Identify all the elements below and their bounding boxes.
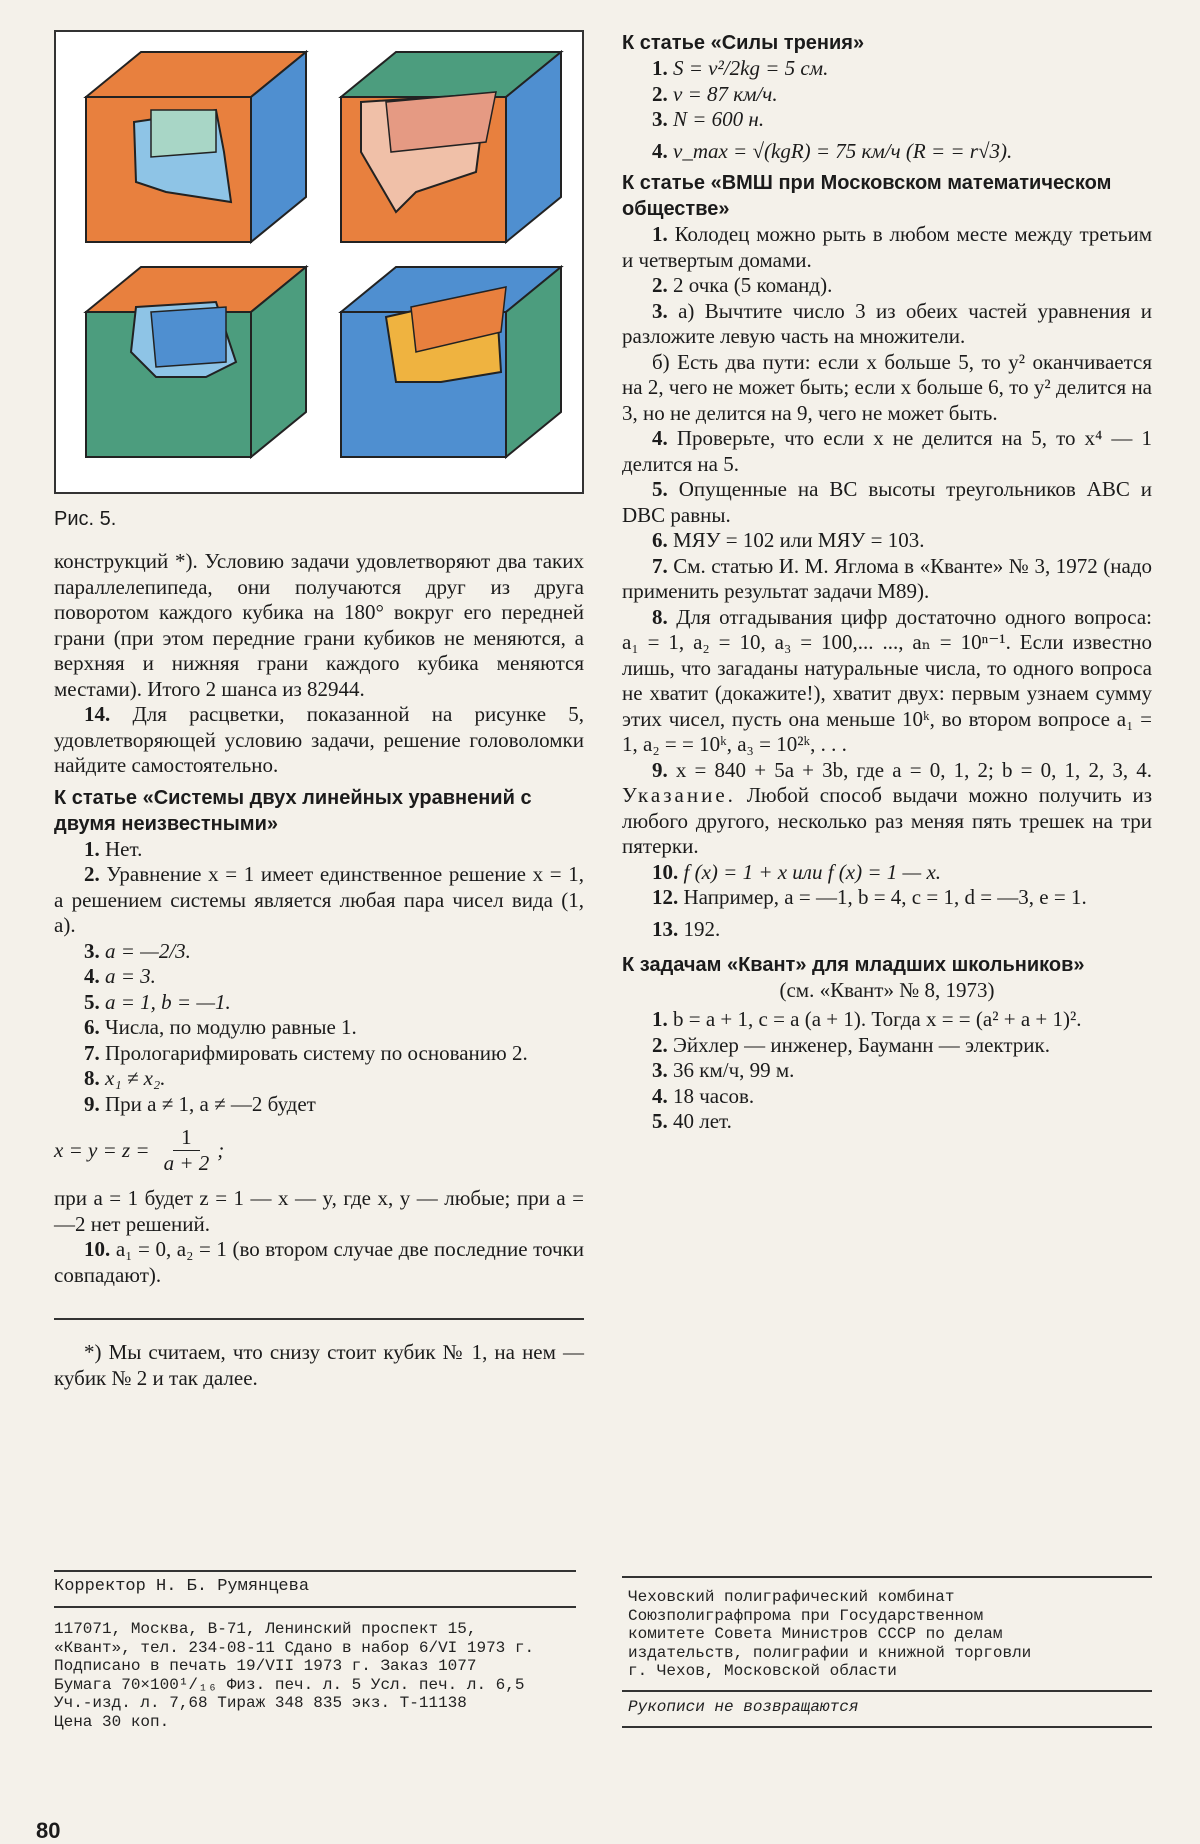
printer-info: Чеховский полиграфический комбинат Союзполиграфпрома при Государственном комитете Совета Министров СССР по делам издательств, полиграфии и книжной торговли г. Чехов, Московской области — [628, 1588, 1032, 1680]
cube-green-blue — [341, 52, 561, 242]
answer-8: 8. x₁ ≠ x₂. — [84, 1066, 166, 1090]
equation-lhs: x = y = z = — [54, 1138, 150, 1162]
fraction-denominator: a + 2 — [163, 1151, 210, 1175]
footnote-rule — [54, 1318, 584, 1320]
manuscripts-note: Рукописи не возвращаются — [628, 1698, 859, 1716]
paragraph: конструкций *). Условию задачи удовлетворяют два таких параллелепипеда, они получаются друг из друга поворотом каждого кубика на 180° вокруг его передней грани (при этом передние грани кубиков не меняются, а верхняя и нижняя грани каждого кубика меняются местами). Итого 2 шанса из 82944. — [54, 549, 584, 701]
answer-10: 10. a₁ = 0, a₂ = 1 (во втором случае две последние точки совпадают). — [54, 1237, 585, 1287]
answer-6: 6. Числа, по модулю равные 1. — [84, 1015, 357, 1039]
figure-caption: Рис. 5. — [54, 508, 117, 530]
cube-blue-yellow — [341, 267, 561, 457]
answer-14 — [54, 702, 584, 779]
page-number: 80 — [36, 1818, 61, 1843]
vmsh-7: 7. См. статью И. М. Яглома в «Кванте» № 3, 1972 (надо применить результат задачи М89). — [622, 553, 1152, 603]
answer-1: 1. Нет. — [84, 836, 143, 861]
vmsh-9: 9. x = 840 + 5a + 3b, где a = 0, 1, 2; b = 0, 1, 2, 3, 4. Указание. Любой способ выдачи можно получить из любого другого, несколько раз меняя пять трешек на три пятерки. — [622, 757, 1153, 858]
answer-5: 5. a = 1, b = —1. — [84, 989, 231, 1014]
friction-1: 1. S = v²/2kg = 5 см. — [652, 56, 829, 80]
cube-green-orange — [86, 267, 306, 457]
imprint-rule-mid-left — [54, 1606, 576, 1608]
section-heading-systems: К статье «Системы двух линейных уравнений с двумя неизвестными» — [54, 786, 532, 835]
vmsh-1: 1. Колодец можно рыть в любом месте между третьим и четвертым домами. — [622, 222, 1152, 272]
answer-9-cont: при a = 1 будет z = 1 — x — y, где x, y — любые; при a = —2 нет решений. — [54, 1186, 584, 1236]
section-heading-vmsh: К статье «ВМШ при Московском математическом обществе» — [622, 172, 1112, 220]
equation: x = y = z = $\frac{1}{a + 2}$ ; — [54, 1125, 225, 1175]
vmsh-3a: 3. а) Вычтите число 3 из обеих частей уравнения и разложите левую часть на множители. — [622, 298, 1153, 348]
friction-3: 3. N = 600 н. — [652, 107, 765, 131]
cubes-illustration — [56, 32, 582, 492]
answer-4: 4. a = 3. — [84, 964, 156, 988]
vmsh-13: 13. 192. — [652, 916, 721, 941]
answer-2: 2. Уравнение x = 1 имеет единственное решение x = 1, а решением системы является любая пара чисел вида (1, a). — [54, 862, 584, 937]
kvant-3: 3. 36 км/ч, 99 м. — [652, 1058, 795, 1082]
vmsh-4: 4. Проверьте, что если x не делится на 5, то x⁴ — 1 делится на 5. — [622, 426, 1153, 476]
answer-9: 9. При a ≠ 1, a ≠ —2 будет — [84, 1091, 316, 1116]
section-heading-kvant: К задачам «Квант» для младших школьников» — [622, 954, 1085, 976]
imprint-rule-top-right — [622, 1576, 1152, 1578]
answer-3: 3. a = —2/3. — [84, 938, 191, 963]
vmsh-10: 10. f (x) = 1 + x или f (x) = 1 — x. — [652, 859, 942, 884]
answer-7: 7. Прологарифмировать систему по основанию 2. — [84, 1040, 528, 1065]
section-heading-friction: К статье «Силы трения» — [622, 32, 865, 54]
friction-4: 4. v_max = √(kgR) = 75 км/ч (R = = r√3). — [652, 138, 1013, 163]
vmsh-5: 5. Опущенные на BC высоты треугольников ABC и DBC равны. — [622, 477, 1153, 527]
kvant-4: 4. 18 часов. — [652, 1083, 755, 1108]
kvant-5: 5. 40 лет. — [652, 1109, 732, 1133]
kvant-2: 2. Эйхлер — инженер, Бауманн — электрик. — [652, 1032, 1050, 1057]
vmsh-2: 2. 2 очка (5 команд). — [652, 273, 833, 297]
vmsh-3b: б) Есть два пути: если x больше 5, то y² оканчивается на 2, чего не может быть; если x больше 6, то y² делится на 3, но не делится на 9, чего не может быть. — [622, 349, 1152, 425]
imprint-rule-top-left — [54, 1570, 576, 1572]
hint-label: Указание. — [622, 783, 736, 807]
imprint-rule-bottom-right — [622, 1726, 1152, 1728]
section-subheading: (см. «Квант» № 8, 1973) — [779, 978, 995, 1002]
imprint-address: 117071, Москва, В-71, Ленинский проспект 15, «Квант», тел. 234-08-11 Сдано в набор 6/VI 1973 г. Подписано в печать 19/VII 1973 г. Заказ 1077 Бумага 70×100¹/₁₆ Физ. печ. л. 5 Усл. печ. л. 6,5 Уч.-изд. л. 7,68 Тираж 348 835 экз. Т-11138 Цена 30 коп. — [54, 1620, 535, 1731]
footnote: *) Мы считаем, что снизу стоит кубик № 1, на нем — кубик № 2 и так далее. — [54, 1340, 584, 1390]
vmsh-8: 8. Для отгадывания цифр достаточно одного вопроса: a₁ = 1, a₂ = 10, a₃ = 100,... ..., aₙ = 10ⁿ⁻¹. Если известно лишь, что загаданы натуральные числа, то одного вопроса не хватит (докажите!), хватит двух: первым узнаем сумму этих чисел, пусть она меньше 10ᵏ, во втором вопросе a₁ = 1, a₂ = = 10ᵏ, a₃ = 10²ᵏ, . . . — [622, 604, 1152, 756]
cube-orange — [86, 52, 306, 242]
fraction-numerator: 1 — [173, 1125, 200, 1151]
answer-number: 14. — [84, 702, 111, 726]
answer-text: Для расцветки, показанной на рисунке 5, удовлетворяющей условию задачи, решение головоломки найдите самостоятельно. — [54, 702, 584, 777]
friction-2: 2. v = 87 км/ч. — [652, 81, 778, 106]
imprint-rule-mid-right — [622, 1690, 1152, 1692]
equation-fraction — [156, 1125, 218, 1176]
kvant-1: 1. b = a + 1, c = a (a + 1). Тогда x = = (a² + a + 1)². — [652, 1007, 1082, 1031]
vmsh-6: 6. МЯУ = 102 или МЯУ = 103. — [652, 528, 925, 552]
left-column — [54, 30, 584, 1391]
vmsh-12: 12. Например, a = —1, b = 4, c = 1, d = —3, e = 1. — [652, 885, 1087, 909]
figure-cubes — [54, 30, 584, 494]
right-column — [622, 30, 1152, 1135]
corrector-line: Корректор Н. Б. Румянцева — [54, 1577, 310, 1596]
